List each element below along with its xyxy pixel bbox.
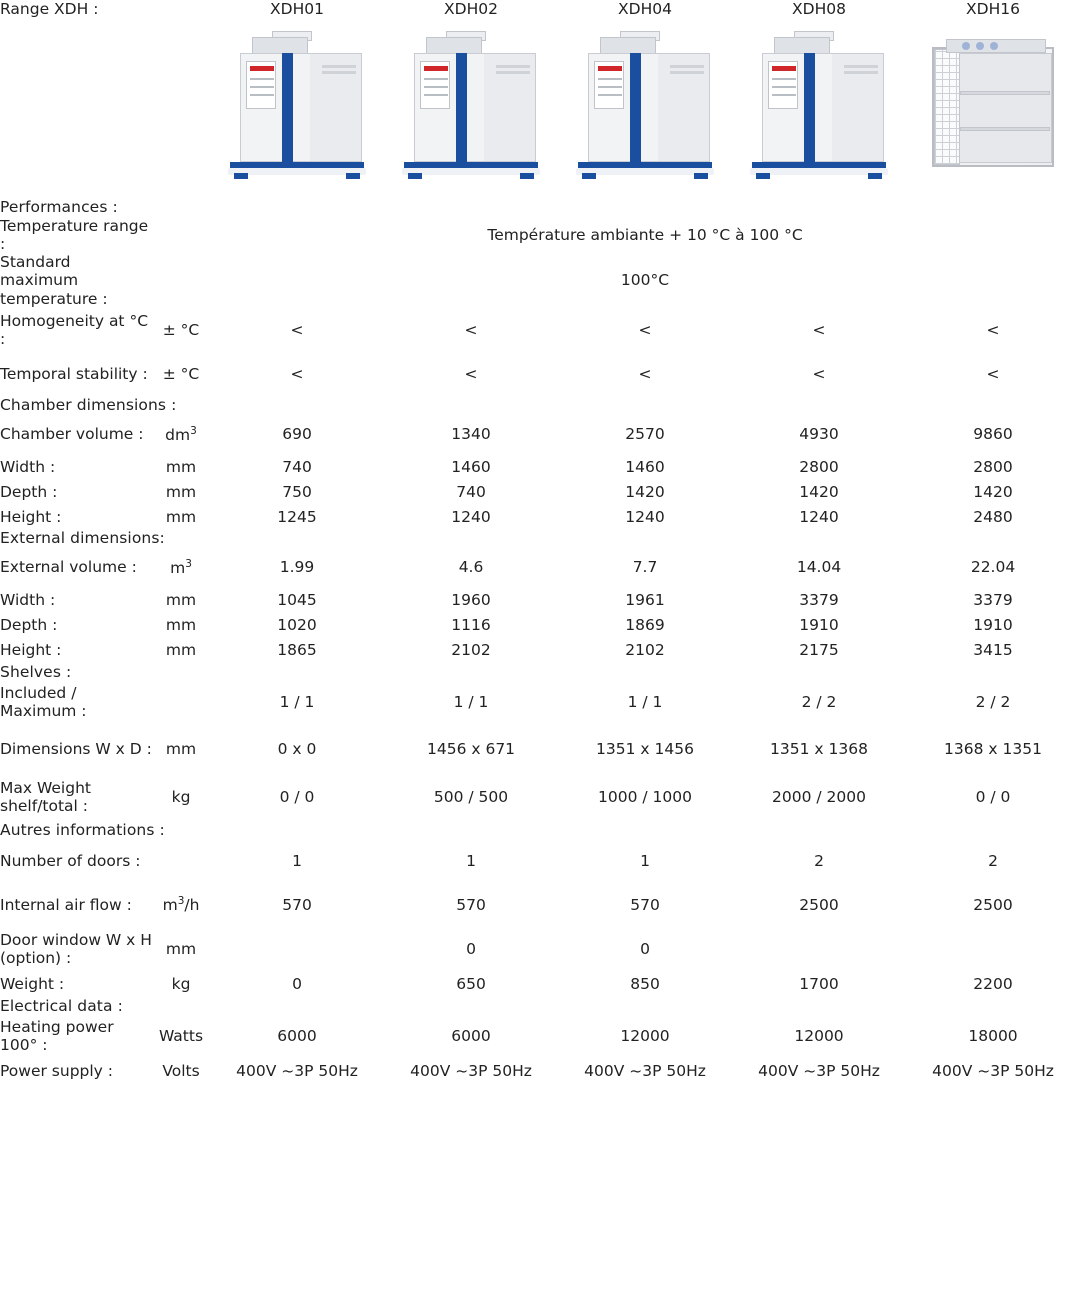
value-door-window-xdh04: 0	[640, 939, 650, 958]
row-unit-temporal-stability: ± °C	[162, 364, 200, 383]
value-doors-xdh04: 1	[640, 851, 650, 870]
value-temporal-stability-xdh01: <	[290, 364, 304, 383]
row-unit-max-weight-shelf-total: kg	[171, 788, 191, 807]
row-unit-standard-max-temperature	[152, 253, 210, 308]
value-chamber-width-xdh01: 740	[282, 457, 312, 476]
value-max-weight-xdh08: 2000 / 2000	[772, 788, 866, 807]
product-image-xdh16	[906, 18, 1080, 198]
row-label-temperature-range: Temperature range :	[0, 216, 149, 253]
row-unit-weight: kg	[171, 974, 191, 993]
row-label-shelf-dimensions: Dimensions W x D :	[0, 739, 152, 758]
value-chamber-depth-xdh01: 750	[282, 482, 312, 501]
value-shelves-included-xdh01: 1 / 1	[279, 693, 315, 712]
value-shelves-included-xdh04: 1 / 1	[627, 693, 663, 712]
value-chamber-volume-xdh16: 9860	[973, 425, 1013, 444]
value-chamber-height-xdh04: 1240	[625, 507, 665, 526]
row-unit-number-of-doors	[152, 839, 210, 883]
value-max-weight-xdh04: 1000 / 1000	[598, 788, 692, 807]
value-external-depth-xdh01: 1020	[277, 615, 317, 634]
unit-exponent: 3	[185, 557, 192, 570]
value-shelf-dimensions-xdh01: 0 x 0	[277, 739, 317, 758]
value-chamber-volume-xdh02: 1340	[451, 425, 491, 444]
value-heating-power-xdh04: 12000	[620, 1027, 670, 1046]
value-shelf-dimensions-xdh16: 1368 x 1351	[944, 739, 1042, 758]
table-row	[0, 927, 1080, 971]
value-chamber-volume-xdh01: 690	[282, 425, 312, 444]
unit-tail: /h	[184, 896, 200, 915]
value-external-volume-xdh08: 14.04	[796, 558, 842, 577]
value-external-volume-xdh01: 1.99	[279, 558, 315, 577]
table-row	[0, 479, 1080, 504]
row-unit-chamber-height: mm	[165, 507, 197, 526]
value-heating-power-xdh01: 6000	[277, 1027, 317, 1046]
value-external-volume-xdh04: 7.7	[632, 558, 658, 577]
section-heading-performances: Performances :	[0, 198, 118, 217]
value-homogeneity-xdh04: <	[638, 320, 652, 339]
row-unit-power-supply: Volts	[162, 1062, 200, 1081]
section-heading-external-dimensions: External dimensions:	[0, 529, 165, 548]
value-chamber-volume-xdh04: 2570	[625, 425, 665, 444]
row-label-standard-max-temperature: Standard maximum temperature :	[0, 253, 108, 308]
unit-exponent: 3	[190, 424, 197, 437]
value-external-depth-xdh04: 1869	[625, 615, 665, 634]
table-row	[0, 638, 1080, 663]
value-chamber-width-xdh16: 2800	[973, 457, 1013, 476]
oven-xdh02-illustration	[396, 31, 546, 181]
value-homogeneity-xdh02: <	[464, 320, 478, 339]
product-image-xdh08	[732, 18, 906, 198]
value-external-height-xdh16: 3415	[973, 640, 1013, 659]
value-power-supply-xdh02: 400V ~3P 50Hz	[410, 1062, 532, 1081]
row-label-door-window: Door window W x H (option) :	[0, 930, 152, 968]
product-image-xdh01	[210, 18, 384, 198]
value-chamber-height-xdh08: 1240	[799, 507, 839, 526]
value-chamber-depth-xdh04: 1420	[625, 482, 665, 501]
row-label-external-volume: External volume :	[0, 558, 137, 577]
value-doors-xdh02: 1	[466, 851, 476, 870]
value-shelf-dimensions-xdh02: 1456 x 671	[426, 739, 516, 758]
oven-xdh04-illustration	[570, 31, 720, 181]
value-external-depth-xdh02: 1116	[451, 615, 491, 634]
value-external-width-xdh02: 1960	[451, 590, 491, 609]
value-heating-power-xdh02: 6000	[451, 1027, 491, 1046]
value-heating-power-xdh08: 12000	[794, 1027, 844, 1046]
value-homogeneity-xdh01: <	[290, 320, 304, 339]
row-label-external-depth: Depth :	[0, 615, 58, 634]
value-homogeneity-xdh16: <	[986, 320, 1000, 339]
value-power-supply-xdh08: 400V ~3P 50Hz	[758, 1062, 880, 1081]
row-unit-door-window: mm	[165, 939, 197, 958]
table-row	[0, 681, 1080, 724]
table-row	[0, 1015, 1080, 1057]
value-homogeneity-xdh08: <	[812, 320, 826, 339]
value-temporal-stability-xdh04: <	[638, 364, 652, 383]
header-row	[0, 0, 1080, 18]
value-air-flow-xdh04: 570	[630, 895, 660, 914]
row-unit-chamber-depth: mm	[165, 482, 197, 501]
value-weight-xdh04: 850	[630, 974, 660, 993]
table-row	[0, 308, 1080, 352]
value-doors-xdh01: 1	[292, 851, 302, 870]
value-external-width-xdh08: 3379	[799, 590, 839, 609]
row-unit-external-depth: mm	[165, 615, 197, 634]
row-unit-external-volume	[152, 548, 210, 588]
row-unit-homogeneity: ± °C	[162, 320, 200, 339]
value-temperature-range: Température ambiante + 10 °C à 100 °C	[487, 225, 803, 244]
table-row	[0, 774, 1080, 821]
value-power-supply-xdh16: 400V ~3P 50Hz	[932, 1062, 1054, 1081]
value-temporal-stability-xdh16: <	[986, 364, 1000, 383]
value-chamber-depth-xdh02: 740	[456, 482, 486, 501]
value-external-width-xdh01: 1045	[277, 590, 317, 609]
table-row	[0, 454, 1080, 479]
model-name-2: XDH04	[618, 0, 672, 18]
value-chamber-depth-xdh08: 1420	[799, 482, 839, 501]
section-heading-chamber-dimensions: Chamber dimensions :	[0, 395, 177, 414]
value-max-weight-xdh01: 0 / 0	[279, 788, 315, 807]
table-row	[0, 724, 1080, 774]
model-name-0: XDH01	[270, 0, 324, 18]
value-shelves-included-xdh08: 2 / 2	[801, 693, 837, 712]
value-weight-xdh02: 650	[456, 974, 486, 993]
value-doors-xdh16: 2	[988, 851, 998, 870]
table-row	[0, 548, 1080, 588]
value-chamber-height-xdh02: 1240	[451, 507, 491, 526]
value-chamber-width-xdh04: 1460	[625, 457, 665, 476]
value-weight-xdh16: 2200	[973, 974, 1013, 993]
value-max-weight-xdh16: 0 / 0	[975, 788, 1011, 807]
value-standard-max-temperature: 100°C	[620, 271, 670, 290]
row-label-chamber-height: Height :	[0, 507, 62, 526]
value-external-width-xdh16: 3379	[973, 590, 1013, 609]
image-row-spacer	[0, 18, 210, 198]
product-image-xdh04	[558, 18, 732, 198]
value-air-flow-xdh01: 570	[282, 895, 312, 914]
value-external-height-xdh08: 2175	[799, 640, 839, 659]
row-unit-internal-air-flow	[152, 883, 210, 927]
value-external-height-xdh04: 2102	[625, 640, 665, 659]
table-row	[0, 588, 1080, 613]
row-label-homogeneity: Homogeneity at °C :	[0, 311, 149, 348]
row-unit-chamber-volume	[152, 414, 210, 454]
value-shelves-included-xdh02: 1 / 1	[453, 693, 489, 712]
value-chamber-height-xdh01: 1245	[277, 507, 317, 526]
model-name-3: XDH08	[792, 0, 846, 18]
section-heading-shelves: Shelves :	[0, 662, 72, 681]
value-external-depth-xdh08: 1910	[799, 615, 839, 634]
table-row	[0, 504, 1080, 529]
value-weight-xdh01: 0	[292, 974, 302, 993]
value-max-weight-xdh02: 500 / 500	[433, 788, 509, 807]
oven-xdh16-illustration	[918, 31, 1068, 181]
value-chamber-width-xdh02: 1460	[451, 457, 491, 476]
row-label-chamber-width: Width :	[0, 457, 56, 476]
row-label-shelves-included-maximum: Included / Maximum :	[0, 684, 87, 721]
value-temporal-stability-xdh08: <	[812, 364, 826, 383]
value-temporal-stability-xdh02: <	[464, 364, 478, 383]
value-power-supply-xdh01: 400V ~3P 50Hz	[236, 1062, 358, 1081]
row-label-weight: Weight :	[0, 974, 65, 993]
value-chamber-width-xdh08: 2800	[799, 457, 839, 476]
table-row	[0, 217, 1080, 254]
unit-base: m	[162, 896, 178, 915]
row-unit-external-width: mm	[165, 590, 197, 609]
unit-base: m	[170, 558, 186, 577]
row-unit-temperature-range	[152, 217, 210, 254]
row-unit-shelf-dimensions: mm	[165, 739, 197, 758]
value-heating-power-xdh16: 18000	[968, 1027, 1018, 1046]
value-doors-xdh08: 2	[814, 851, 824, 870]
value-door-window-xdh16	[906, 927, 1080, 971]
row-unit-shelves-included-maximum	[152, 681, 210, 724]
model-name-4: XDH16	[966, 0, 1020, 18]
row-label-internal-air-flow: Internal air flow :	[0, 895, 132, 914]
value-external-height-xdh02: 2102	[451, 640, 491, 659]
value-power-supply-xdh04: 400V ~3P 50Hz	[584, 1062, 706, 1081]
oven-xdh08-illustration	[744, 31, 894, 181]
row-unit-chamber-width: mm	[165, 457, 197, 476]
product-image-row	[0, 18, 1080, 198]
value-external-volume-xdh02: 4.6	[458, 558, 484, 577]
value-air-flow-xdh08: 2500	[799, 895, 839, 914]
value-chamber-volume-xdh08: 4930	[799, 425, 839, 444]
value-door-window-xdh02: 0	[466, 939, 476, 958]
row-label-heating-power: Heating power 100° :	[0, 1018, 114, 1055]
row-unit-heating-power: Watts	[158, 1027, 204, 1046]
value-shelf-dimensions-xdh04: 1351 x 1456	[596, 739, 694, 758]
value-air-flow-xdh16: 2500	[973, 895, 1013, 914]
row-label-external-height: Height :	[0, 640, 62, 659]
table-row	[0, 883, 1080, 927]
row-label-number-of-doors: Number of doors :	[0, 851, 141, 870]
row-label-chamber-depth: Depth :	[0, 482, 58, 501]
value-door-window-xdh01	[210, 927, 384, 971]
row-label-external-width: Width :	[0, 590, 56, 609]
value-chamber-depth-xdh16: 1420	[973, 482, 1013, 501]
unit-exponent: 3	[177, 895, 185, 908]
unit-base: dm	[165, 425, 191, 444]
product-image-xdh02	[384, 18, 558, 198]
model-name-1: XDH02	[444, 0, 498, 18]
table-row	[0, 839, 1080, 883]
value-shelf-dimensions-xdh08: 1351 x 1368	[770, 739, 868, 758]
table-row	[0, 1057, 1080, 1085]
value-door-window-xdh08	[732, 927, 906, 971]
table-row	[0, 414, 1080, 454]
row-unit-external-height: mm	[165, 640, 197, 659]
value-weight-xdh08: 1700	[799, 974, 839, 993]
table-row	[0, 352, 1080, 396]
row-label-temporal-stability: Temporal stability :	[0, 364, 148, 383]
oven-xdh01-illustration	[222, 31, 372, 181]
section-heading-electrical-data: Electrical data :	[0, 997, 123, 1016]
section-heading-autres-informations: Autres informations :	[0, 820, 165, 839]
value-shelves-included-xdh16: 2 / 2	[975, 693, 1011, 712]
value-external-width-xdh04: 1961	[625, 590, 665, 609]
row-label-power-supply: Power supply :	[0, 1062, 113, 1081]
value-chamber-height-xdh16: 2480	[973, 507, 1013, 526]
table-row	[0, 253, 1080, 308]
value-external-volume-xdh16: 22.04	[970, 558, 1016, 577]
page-title: Range XDH :	[0, 0, 99, 18]
row-label-chamber-volume: Chamber volume :	[0, 425, 144, 444]
table-row	[0, 971, 1080, 997]
value-external-height-xdh01: 1865	[277, 640, 317, 659]
row-label-max-weight-shelf-total: Max Weight shelf/total :	[0, 779, 91, 816]
value-air-flow-xdh02: 570	[456, 895, 486, 914]
table-row	[0, 613, 1080, 638]
value-external-depth-xdh16: 1910	[973, 615, 1013, 634]
